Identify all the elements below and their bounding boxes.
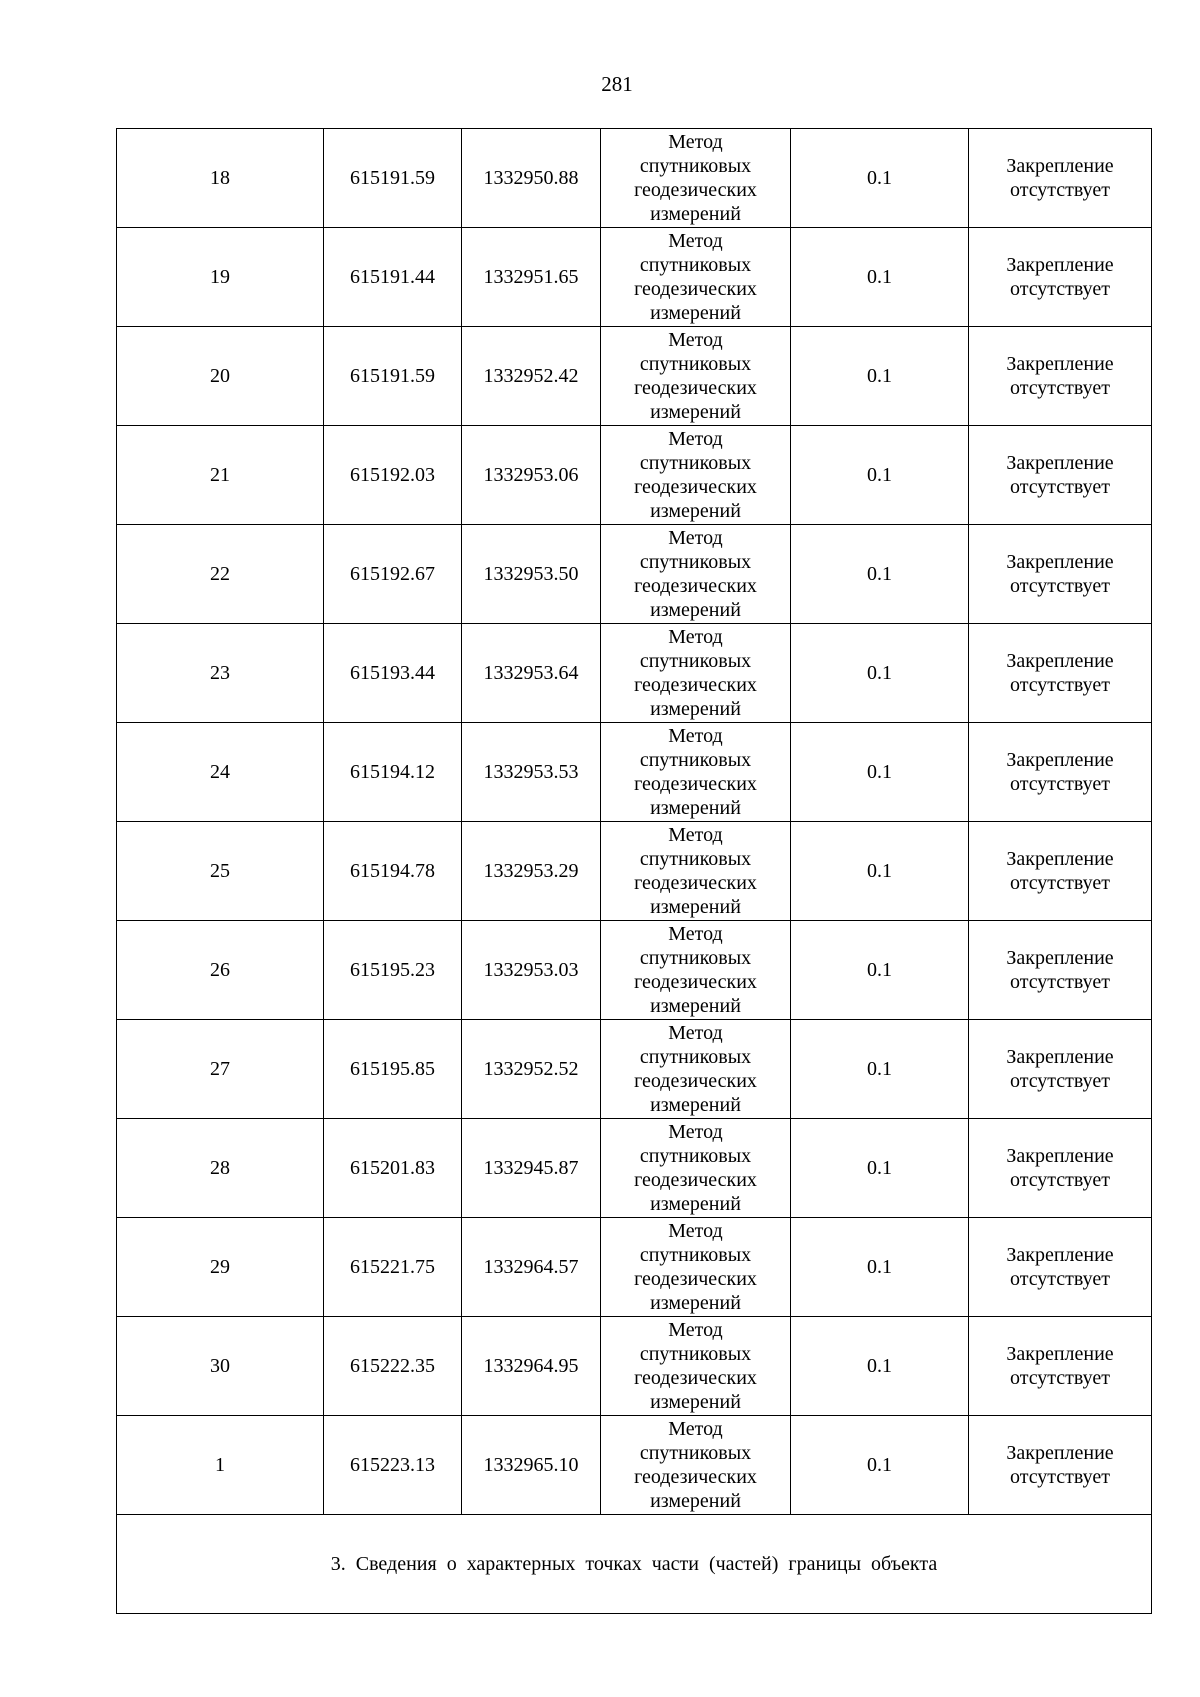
table-row xyxy=(117,624,1152,723)
coord-y-cell: 1332964.57 xyxy=(462,1218,601,1317)
fixation-cell xyxy=(969,1416,1152,1515)
fixation-cell xyxy=(969,624,1152,723)
fixation-cell xyxy=(969,525,1152,624)
fixation-cell xyxy=(969,426,1152,525)
table-row xyxy=(117,327,1152,426)
fixation-line: Закрепление xyxy=(1006,848,1114,870)
table-row xyxy=(117,129,1152,228)
method-line: спутниковых xyxy=(639,749,752,771)
fixation-cell xyxy=(969,228,1152,327)
method-line: Метод xyxy=(668,626,723,648)
page-number: 281 xyxy=(601,72,633,96)
fixation-cell xyxy=(969,327,1152,426)
fixation-line: Закрепление xyxy=(1006,452,1114,474)
point-number-cell: 20 xyxy=(117,327,324,426)
coord-x-cell: 615192.03 xyxy=(324,426,462,525)
method-line: Метод xyxy=(668,329,723,351)
method-line: геодезических xyxy=(634,179,757,201)
method-line: геодезических xyxy=(634,1070,757,1092)
fixation-line: отсутствует xyxy=(1009,476,1111,498)
method-line: измерений xyxy=(650,599,741,621)
method-line: спутниковых xyxy=(639,452,752,474)
method-cell xyxy=(601,228,791,327)
coord-x-cell: 615191.59 xyxy=(324,129,462,228)
point-number-cell: 25 xyxy=(117,822,324,921)
method-cell xyxy=(601,624,791,723)
accuracy-cell: 0.1 xyxy=(791,129,969,228)
accuracy-cell: 0.1 xyxy=(791,921,969,1020)
point-number-cell: 24 xyxy=(117,723,324,822)
fixation-line: отсутствует xyxy=(1009,1070,1111,1092)
method-line: Метод xyxy=(668,428,723,450)
method-line: измерений xyxy=(650,995,741,1017)
method-line: Метод xyxy=(668,1220,723,1242)
accuracy-cell: 0.1 xyxy=(791,1218,969,1317)
coord-x-cell: 615194.78 xyxy=(324,822,462,921)
method-cell xyxy=(601,822,791,921)
method-line: измерений xyxy=(650,1094,741,1116)
fixation-line: отсутствует xyxy=(1009,1367,1111,1389)
accuracy-cell: 0.1 xyxy=(791,1020,969,1119)
method-line: измерений xyxy=(650,1490,741,1512)
method-cell xyxy=(601,1317,791,1416)
fixation-line: отсутствует xyxy=(1009,575,1111,597)
fixation-cell xyxy=(969,822,1152,921)
fixation-cell xyxy=(969,1020,1152,1119)
method-line: спутниковых xyxy=(639,551,752,573)
method-line: Метод xyxy=(668,1418,723,1440)
table-row xyxy=(117,1119,1152,1218)
method-line: Метод xyxy=(668,824,723,846)
method-line: измерений xyxy=(650,500,741,522)
method-line: Метод xyxy=(668,230,723,252)
coord-x-cell: 615195.85 xyxy=(324,1020,462,1119)
coord-y-cell: 1332945.87 xyxy=(462,1119,601,1218)
point-number-cell: 18 xyxy=(117,129,324,228)
method-cell xyxy=(601,921,791,1020)
coord-x-cell: 615192.67 xyxy=(324,525,462,624)
fixation-line: отсутствует xyxy=(1009,1169,1111,1191)
method-cell xyxy=(601,1218,791,1317)
coord-y-cell: 1332953.03 xyxy=(462,921,601,1020)
accuracy-cell: 0.1 xyxy=(791,1317,969,1416)
accuracy-cell: 0.1 xyxy=(791,723,969,822)
point-number-cell: 30 xyxy=(117,1317,324,1416)
coord-y-cell: 1332953.06 xyxy=(462,426,601,525)
coord-x-cell: 615191.44 xyxy=(324,228,462,327)
method-line: геодезических xyxy=(634,773,757,795)
method-line: спутниковых xyxy=(639,353,752,375)
table-row xyxy=(117,822,1152,921)
table-row xyxy=(117,1416,1152,1515)
method-line: спутниковых xyxy=(639,1046,752,1068)
point-number-cell: 19 xyxy=(117,228,324,327)
method-line: геодезических xyxy=(634,1169,757,1191)
method-line: геодезических xyxy=(634,872,757,894)
point-number-cell: 27 xyxy=(117,1020,324,1119)
table-row xyxy=(117,1218,1152,1317)
method-line: геодезических xyxy=(634,476,757,498)
table-row xyxy=(117,723,1152,822)
section-footer-row xyxy=(117,1515,1152,1614)
table-row xyxy=(117,1020,1152,1119)
method-line: геодезических xyxy=(634,1466,757,1488)
fixation-line: Закрепление xyxy=(1006,353,1114,375)
method-cell xyxy=(601,1020,791,1119)
method-line: спутниковых xyxy=(639,650,752,672)
coord-x-cell: 615191.59 xyxy=(324,327,462,426)
coord-y-cell: 1332965.10 xyxy=(462,1416,601,1515)
fixation-line: Закрепление xyxy=(1006,254,1114,276)
method-line: Метод xyxy=(668,725,723,747)
method-line: спутниковых xyxy=(639,848,752,870)
fixation-line: Закрепление xyxy=(1006,1244,1114,1266)
coord-y-cell: 1332950.88 xyxy=(462,129,601,228)
fixation-line: Закрепление xyxy=(1006,1046,1114,1068)
accuracy-cell: 0.1 xyxy=(791,426,969,525)
method-line: измерений xyxy=(650,401,741,423)
method-line: геодезических xyxy=(634,1268,757,1290)
point-number-cell: 22 xyxy=(117,525,324,624)
fixation-line: Закрепление xyxy=(1006,1343,1114,1365)
point-number-cell: 21 xyxy=(117,426,324,525)
section-footer-text: 3. Сведения о характерных точках части (частей) границы объекта xyxy=(117,1515,1152,1614)
method-cell xyxy=(601,327,791,426)
method-line: Метод xyxy=(668,527,723,549)
method-line: геодезических xyxy=(634,278,757,300)
coord-y-cell: 1332964.95 xyxy=(462,1317,601,1416)
accuracy-cell: 0.1 xyxy=(791,1416,969,1515)
method-cell xyxy=(601,525,791,624)
table-row xyxy=(117,228,1152,327)
table-row xyxy=(117,1317,1152,1416)
point-number-cell: 1 xyxy=(117,1416,324,1515)
fixation-cell xyxy=(969,723,1152,822)
coord-y-cell: 1332953.53 xyxy=(462,723,601,822)
method-line: геодезических xyxy=(634,1367,757,1389)
coord-y-cell: 1332952.52 xyxy=(462,1020,601,1119)
fixation-cell xyxy=(969,921,1152,1020)
fixation-line: отсутствует xyxy=(1009,278,1111,300)
fixation-line: Закрепление xyxy=(1006,749,1114,771)
fixation-line: отсутствует xyxy=(1009,179,1111,201)
fixation-line: отсутствует xyxy=(1009,872,1111,894)
fixation-line: Закрепление xyxy=(1006,1442,1114,1464)
method-line: измерений xyxy=(650,1391,741,1413)
point-number-cell: 26 xyxy=(117,921,324,1020)
point-number-cell: 29 xyxy=(117,1218,324,1317)
accuracy-cell: 0.1 xyxy=(791,822,969,921)
method-line: измерений xyxy=(650,698,741,720)
method-line: спутниковых xyxy=(639,1442,752,1464)
method-cell xyxy=(601,426,791,525)
coord-x-cell: 615194.12 xyxy=(324,723,462,822)
method-cell xyxy=(601,1119,791,1218)
coord-y-cell: 1332953.50 xyxy=(462,525,601,624)
fixation-cell xyxy=(969,129,1152,228)
point-number-cell: 28 xyxy=(117,1119,324,1218)
fixation-line: отсутствует xyxy=(1009,971,1111,993)
method-line: Метод xyxy=(668,131,723,153)
method-cell xyxy=(601,723,791,822)
method-line: измерений xyxy=(650,797,741,819)
fixation-line: отсутствует xyxy=(1009,674,1111,696)
coord-x-cell: 615223.13 xyxy=(324,1416,462,1515)
method-line: спутниковых xyxy=(639,254,752,276)
fixation-line: Закрепление xyxy=(1006,650,1114,672)
method-line: геодезических xyxy=(634,377,757,399)
method-line: Метод xyxy=(668,1121,723,1143)
accuracy-cell: 0.1 xyxy=(791,525,969,624)
method-line: Метод xyxy=(668,923,723,945)
accuracy-cell: 0.1 xyxy=(791,228,969,327)
method-line: геодезических xyxy=(634,971,757,993)
coord-x-cell: 615201.83 xyxy=(324,1119,462,1218)
method-line: спутниковых xyxy=(639,1145,752,1167)
method-line: геодезических xyxy=(634,575,757,597)
method-line: измерений xyxy=(650,896,741,918)
fixation-line: Закрепление xyxy=(1006,551,1114,573)
table-row xyxy=(117,525,1152,624)
point-number-cell: 23 xyxy=(117,624,324,723)
coord-y-cell: 1332953.64 xyxy=(462,624,601,723)
coord-x-cell: 615221.75 xyxy=(324,1218,462,1317)
fixation-line: Закрепление xyxy=(1006,155,1114,177)
method-line: Метод xyxy=(668,1022,723,1044)
table-row xyxy=(117,921,1152,1020)
method-line: Метод xyxy=(668,1319,723,1341)
method-line: измерений xyxy=(650,1193,741,1215)
fixation-cell xyxy=(969,1317,1152,1416)
method-line: измерений xyxy=(650,203,741,225)
fixation-line: Закрепление xyxy=(1006,1145,1114,1167)
method-line: спутниковых xyxy=(639,1343,752,1365)
fixation-line: Закрепление xyxy=(1006,947,1114,969)
method-line: измерений xyxy=(650,1292,741,1314)
coord-x-cell: 615193.44 xyxy=(324,624,462,723)
method-cell xyxy=(601,129,791,228)
table-body xyxy=(117,129,1152,1515)
coord-x-cell: 615195.23 xyxy=(324,921,462,1020)
method-line: спутниковых xyxy=(639,1244,752,1266)
table-row xyxy=(117,426,1152,525)
fixation-cell xyxy=(969,1119,1152,1218)
fixation-line: отсутствует xyxy=(1009,773,1111,795)
method-line: спутниковых xyxy=(639,947,752,969)
method-line: измерений xyxy=(650,302,741,324)
coord-y-cell: 1332951.65 xyxy=(462,228,601,327)
fixation-cell xyxy=(969,1218,1152,1317)
coord-x-cell: 615222.35 xyxy=(324,1317,462,1416)
coordinates-table xyxy=(116,128,1152,1614)
method-cell xyxy=(601,1416,791,1515)
accuracy-cell: 0.1 xyxy=(791,327,969,426)
accuracy-cell: 0.1 xyxy=(791,1119,969,1218)
accuracy-cell: 0.1 xyxy=(791,624,969,723)
method-line: спутниковых xyxy=(639,155,752,177)
fixation-line: отсутствует xyxy=(1009,377,1111,399)
coord-y-cell: 1332953.29 xyxy=(462,822,601,921)
fixation-line: отсутствует xyxy=(1009,1268,1111,1290)
coord-y-cell: 1332952.42 xyxy=(462,327,601,426)
fixation-line: отсутствует xyxy=(1009,1466,1111,1488)
method-line: геодезических xyxy=(634,674,757,696)
